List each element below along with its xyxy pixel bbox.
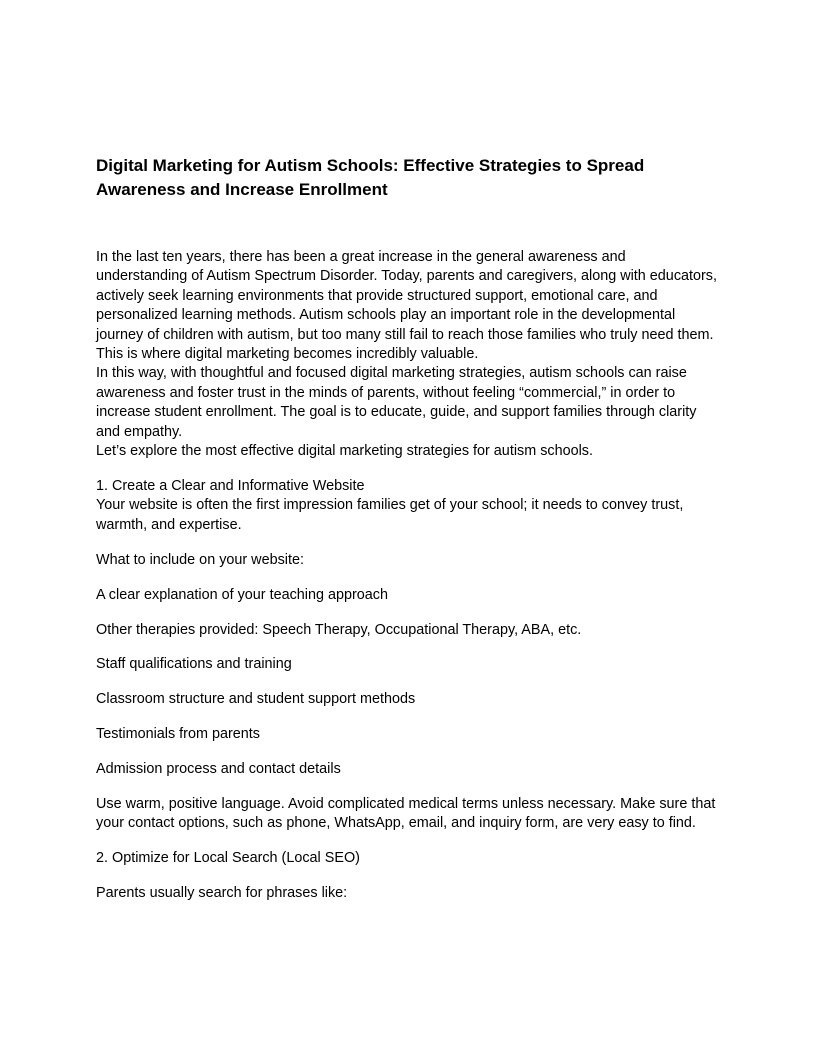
section-1-closing: Use warm, positive language. Avoid complicated medical terms unless necessary. Make sure that your contact options, such as phone, WhatsApp, email, and inquiry form, are very easy to find. bbox=[96, 796, 716, 832]
section-1 bbox=[96, 477, 720, 535]
list-item: Testimonials from parents bbox=[96, 726, 260, 743]
list-item: Other therapies provided: Speech Therapy, Occupational Therapy, ABA, etc. bbox=[96, 621, 582, 638]
section-1-list-intro: What to include on your website: bbox=[96, 551, 304, 568]
section-2-heading: 2. Optimize for Local Search (Local SEO) bbox=[96, 850, 360, 867]
intro-paragraph: In the last ten years, there has been a great increase in the general awareness and understanding of Autism Spectrum Disorder. Today, parents and caregivers, along with educators, actively seek learning environments that provide structured support, emotional care, and personalized learning methods. Autism schools play an important role in the developmental journey of children with autism, but too many still fail to reach those families who truly need them. bbox=[96, 249, 718, 343]
intro-paragraph: This is where digital marketing becomes incredibly valuable. bbox=[96, 346, 479, 363]
section-1-heading: 1. Create a Clear and Informative Website bbox=[96, 477, 365, 494]
list-item: Classroom structure and student support methods bbox=[96, 691, 416, 708]
intro-paragraph: Let’s explore the most effective digital marketing strategies for autism schools. bbox=[96, 443, 593, 460]
list-item: Staff qualifications and training bbox=[96, 656, 292, 673]
section-2-text: Parents usually search for phrases like: bbox=[96, 885, 348, 902]
document-page bbox=[96, 154, 720, 904]
section-1-text: Your website is often the first impression families get of your school; it needs to convey trust, warmth, and expertise. bbox=[96, 497, 684, 533]
list-item: A clear explanation of your teaching approach bbox=[96, 586, 389, 603]
document-title: Digital Marketing for Autism Schools: Effective Strategies to Spread Awareness and Increase Enrollment bbox=[96, 156, 645, 199]
intro-block bbox=[96, 248, 720, 461]
intro-paragraph: In this way, with thoughtful and focused digital marketing strategies, autism schools can raise awareness and foster trust in the minds of parents, without feeling “commercial,” in order to increase student enrollment. The goal is to educate, guide, and support families through clarity and empathy. bbox=[96, 365, 697, 440]
list-item: Admission process and contact details bbox=[96, 761, 341, 778]
